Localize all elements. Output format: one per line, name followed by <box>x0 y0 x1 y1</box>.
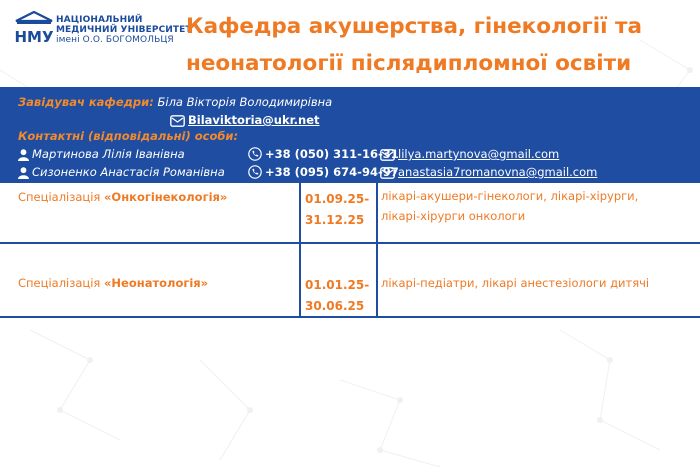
contacts-label <box>18 129 238 143</box>
course-1-name: «Онкогінекологія» <box>104 190 228 204</box>
person-icon <box>18 149 29 161</box>
course-1-audience-line-1: лікарі-акушери-гінекологи, лікарі-хірурги, <box>381 189 639 203</box>
course-1-date-from: 01.09.25- <box>305 192 370 206</box>
course-1-date-to: 31.12.25 <box>305 213 365 227</box>
course-2-audience <box>381 273 696 293</box>
head-of-department-row <box>18 95 332 109</box>
course-1-audience-line-2: лікарі-хірурги онкологи <box>381 209 526 223</box>
course-2-date-from: 01.01.25- <box>305 278 370 292</box>
email-icon <box>170 115 185 127</box>
head-email-link[interactable]: Bilaviktoria@ukr.net <box>188 113 320 127</box>
contact-2-phone[interactable] <box>248 165 399 179</box>
course-1-audience <box>381 186 696 226</box>
contact-1-phone-text: +38 (050) 311-16-31 <box>265 147 399 161</box>
contacts-label-text: Контактні (відповідальні) особи: <box>18 129 239 143</box>
page-title-line-1: Кафедра акушерства, гінекології та <box>186 14 642 39</box>
logo-line-2: МЕДИЧНИЙ УНІВЕРСИТЕТ <box>56 25 192 35</box>
contact-1-name: Мартинова Лілія Іванівна <box>32 147 185 161</box>
course-1-dates <box>305 189 375 231</box>
person-icon <box>18 167 29 179</box>
phone-icon <box>248 165 262 179</box>
course-2-prefix: Спеціалізація <box>18 276 104 290</box>
page-title-line-2: неонатології післядипломної освіти <box>186 51 632 76</box>
logo-mark-text: НМУ <box>14 28 54 46</box>
logo-line-1: НАЦІОНАЛЬНИЙ <box>56 15 143 25</box>
contact-1-email-link[interactable]: lilya.martynova@gmail.com <box>398 147 560 161</box>
contact-1-phone[interactable] <box>248 147 399 161</box>
contact-2-email-link[interactable]: anastasia7romanovna@gmail.com <box>398 165 598 179</box>
contact-2-email[interactable] <box>380 165 597 179</box>
column-divider <box>299 183 301 317</box>
logo-text <box>56 15 196 45</box>
page-title <box>186 8 686 82</box>
head-name: Біла Вікторія Володимирівна <box>157 95 333 109</box>
course-2-title <box>18 273 298 293</box>
email-icon <box>380 167 395 179</box>
logo-line-3: імені О.О. БОГОМОЛЬЦЯ <box>56 35 174 45</box>
contact-2-name: Сизоненко Анастасія Романівна <box>32 165 225 179</box>
course-1-title <box>18 187 298 207</box>
contact-person-2 <box>18 165 225 179</box>
row-divider <box>0 242 700 244</box>
course-2-name: «Неонатологія» <box>104 276 209 290</box>
head-email-row[interactable] <box>170 113 320 127</box>
course-2-date-to: 30.06.25 <box>305 299 365 313</box>
university-logo-mark-icon <box>14 10 54 48</box>
column-divider <box>376 183 378 317</box>
course-2-dates <box>305 275 375 317</box>
phone-icon <box>248 147 262 161</box>
contact-person-1 <box>18 147 185 161</box>
courses-table <box>0 183 700 318</box>
contact-1-email[interactable] <box>380 147 559 161</box>
university-logo[interactable] <box>14 10 192 52</box>
department-contacts-panel <box>0 87 700 183</box>
contact-2-phone-text: +38 (095) 674-94-97 <box>265 165 399 179</box>
email-icon <box>380 149 395 161</box>
course-1-prefix: Спеціалізація <box>18 190 104 204</box>
course-2-audience-line-1: лікарі-педіатри, лікарі анестезіологи дитячі <box>381 276 650 290</box>
head-label: Завідувач кафедри: <box>18 95 154 109</box>
